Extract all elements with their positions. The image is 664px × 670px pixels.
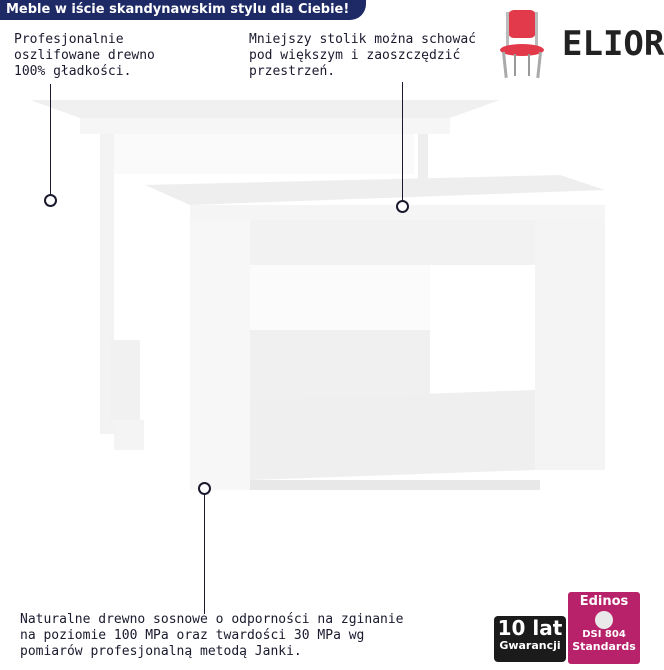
edinos-title: Edinos bbox=[579, 594, 629, 609]
note-right bbox=[249, 32, 476, 80]
warranty-badge bbox=[494, 616, 566, 662]
nesting-tables-image bbox=[0, 80, 650, 520]
brand-logo: ELIOR bbox=[562, 24, 664, 64]
note-left-line: oszlifowane drewno bbox=[14, 48, 155, 63]
edinos-code: DSI 804 bbox=[582, 629, 626, 640]
note-left-line: Profesjonalnie bbox=[14, 32, 124, 47]
note-right-line: przestrzeń. bbox=[249, 64, 336, 79]
pointer-dot-right bbox=[396, 200, 409, 213]
pointer-line-left bbox=[50, 84, 51, 196]
medal-icon bbox=[595, 611, 613, 629]
top-banner bbox=[0, 0, 366, 20]
note-right-line: pod większym i zaoszczędzić bbox=[249, 48, 461, 63]
edinos-sub: Standards bbox=[572, 640, 636, 653]
edinos-badge bbox=[568, 592, 640, 664]
banner-text: Meble w iście skandynawskim stylu dla Ciebie! bbox=[6, 2, 350, 17]
warranty-label: Gwarancji bbox=[499, 639, 561, 652]
note-bottom bbox=[20, 612, 404, 660]
note-right-line: Mniejszy stolik można schować bbox=[249, 32, 476, 47]
chair-logo-icon bbox=[492, 8, 552, 80]
pointer-dot-left bbox=[44, 194, 57, 207]
warranty-years: 10 lat bbox=[497, 616, 563, 640]
note-bottom-line: na poziomie 100 MPa oraz twardości 30 MPa wg bbox=[20, 628, 365, 643]
note-left-line: 100% gładkości. bbox=[14, 64, 132, 79]
note-left bbox=[14, 32, 155, 80]
pointer-line-right bbox=[402, 82, 403, 202]
note-bottom-line: pomiarów profesjonalną metodą Janki. bbox=[20, 644, 302, 659]
pointer-line-bottom bbox=[204, 494, 205, 614]
note-bottom-line: Naturalne drewno sosnowe o odporności na zginanie bbox=[20, 612, 404, 627]
